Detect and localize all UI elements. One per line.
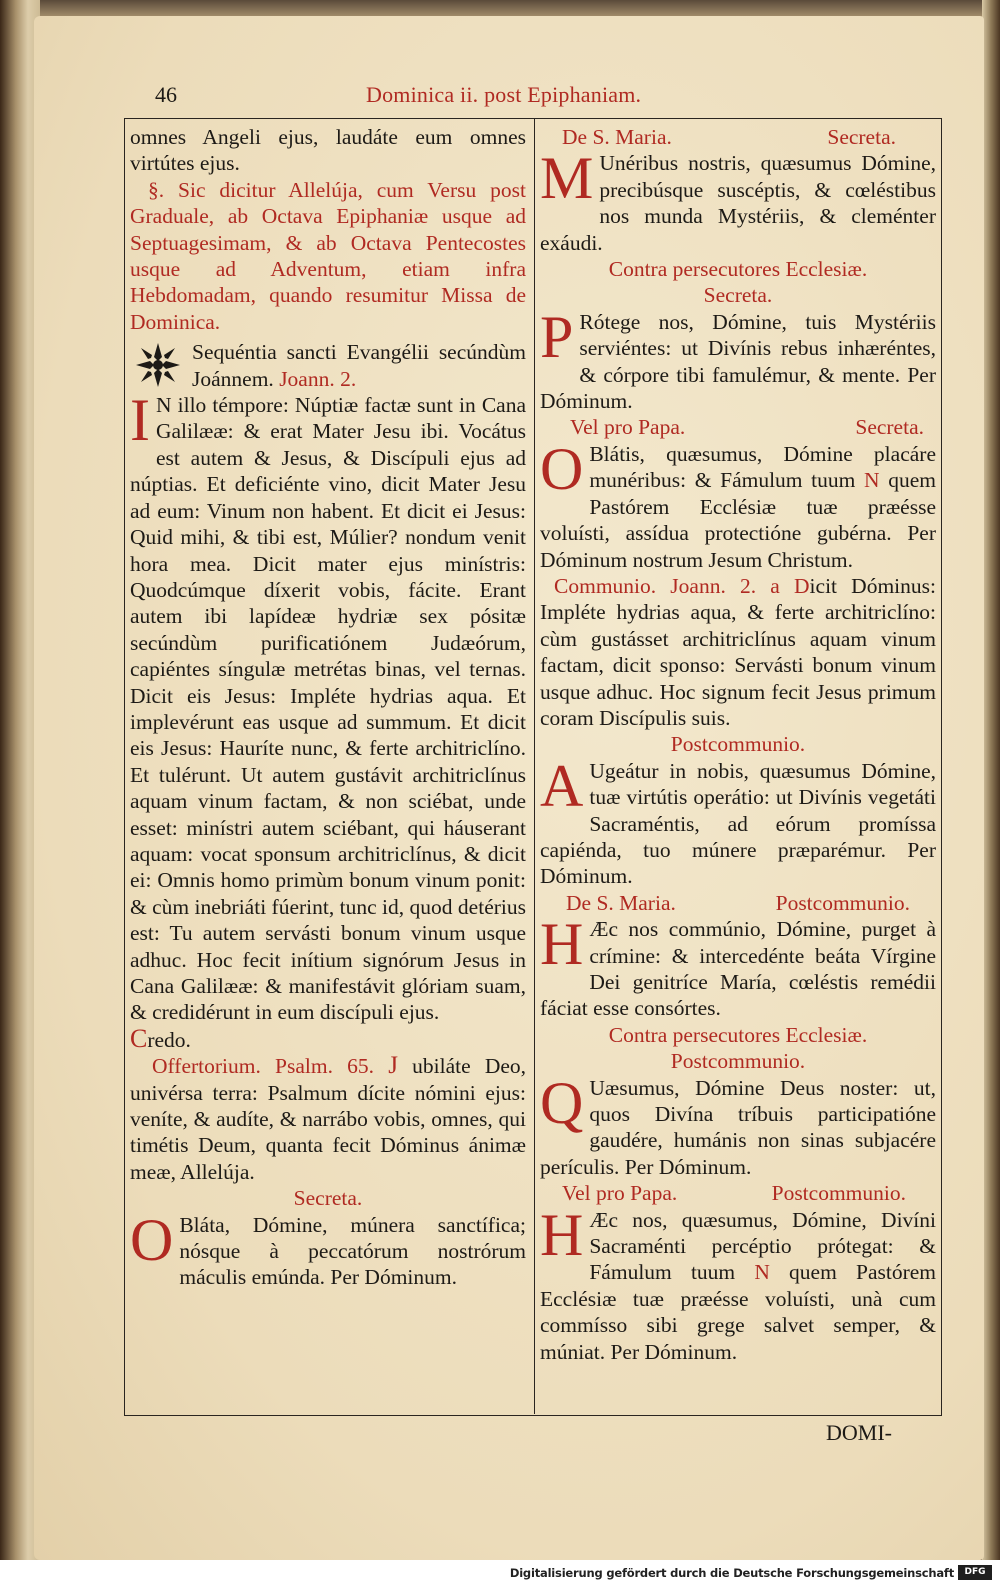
heading-left: De S. Maria. bbox=[562, 125, 672, 149]
running-head: Dominica ii. post Epiphaniam. bbox=[366, 82, 642, 107]
block-haec-nos-quaesumus bbox=[540, 1201, 936, 1365]
text-quaesumus: Uæsumus, Dómine Deus noster: ut, quos Divína tríbuis participatióne gaudére, humánis non sinas subjacére perículis. Per Dóminum. bbox=[540, 1075, 936, 1179]
heading-left: Vel pro Papa. bbox=[562, 1181, 678, 1206]
heading-de-s-maria-postcommunio bbox=[540, 890, 936, 916]
heading-right: Postcommunio. bbox=[775, 890, 910, 915]
block-augeatur bbox=[540, 752, 936, 890]
text-protege: Rótege nos, Dómine, tuis Mystériis serviéntes: ut Divínis rebus inhæréntes, & córpore tibi famulémur, & mente. Per Dóminum. bbox=[540, 309, 936, 414]
initial-o: O bbox=[540, 435, 584, 502]
gospel-intro: Sequéntia sancti Evangélii secúndùm Joánnem. bbox=[192, 340, 526, 391]
text-haec-nos-a: Æc nos, quæsumus, Dómine, Divíni Sacraménti percéptio prótegat: & Fámulum tuum bbox=[589, 1207, 936, 1285]
block-protege bbox=[540, 303, 936, 415]
n-placeholder: N bbox=[864, 468, 880, 493]
offertory-label: Offertorium. Psalm. 65. bbox=[152, 1054, 375, 1079]
credo-initial: C bbox=[130, 1023, 148, 1053]
dfg-logo: DFG bbox=[958, 1565, 992, 1580]
right-column bbox=[540, 124, 936, 1410]
block-haec-nos-communio bbox=[540, 911, 936, 1022]
secreta-block bbox=[130, 1206, 526, 1291]
gospel-block bbox=[130, 387, 526, 1026]
secreta-initial: O bbox=[130, 1206, 174, 1273]
credo-line bbox=[130, 1023, 526, 1053]
fleuron-ornament-icon bbox=[134, 341, 182, 389]
offertory-block bbox=[130, 1053, 526, 1185]
secreta-text: Bláta, Dómine, múnera sanctífica; nósque à peccatórum nostrórum máculis emúnda. Per Dóminum. bbox=[179, 1212, 526, 1290]
block-quaesumus bbox=[540, 1069, 936, 1181]
book-right-edge bbox=[982, 0, 1000, 1560]
gospel-reference: Joann. 2. bbox=[279, 366, 357, 391]
heading-postcommunio: Postcommunio. bbox=[670, 732, 806, 757]
gospel-intro-block bbox=[130, 339, 526, 392]
initial-h: H bbox=[540, 911, 584, 978]
funding-notice: Digitalisierung gefördert durch die Deutsche Forschungsgemeinschaft bbox=[509, 1566, 954, 1580]
page-number: 46 bbox=[155, 82, 177, 107]
communio-label: Communio. Joann. 2. a D bbox=[554, 573, 810, 598]
credo-text: redo. bbox=[147, 1027, 191, 1052]
heading-right: Secreta. bbox=[855, 415, 924, 440]
text-oblatis-a: Blátis, quæsumus, Dómine placáre munéribus: & Fámulum tuum bbox=[589, 441, 936, 493]
heading-pro-papa-secreta bbox=[540, 414, 936, 440]
heading-postcommunio-2: Postcommunio. bbox=[670, 1049, 806, 1074]
initial-a: A bbox=[540, 752, 584, 819]
heading-contra-persecutores: Contra persecutores Ecclesiæ. bbox=[608, 257, 868, 282]
text-muneribus: Unéribus nostris, quæsumus Dómine, precibúsque suscéptis, & cœléstibus nos munda Mystériis, & cleménter exáudi. bbox=[540, 151, 936, 255]
block-communio bbox=[540, 573, 936, 731]
column-divider bbox=[534, 118, 535, 1414]
gospel-initial: I bbox=[130, 387, 150, 454]
offertory-initial: J bbox=[388, 1052, 398, 1080]
text-haec-nos-b: quem Pastórem Ecclésiæ tuæ præésse voluísti, unà cum commísso sibi grege salvet semper, & múniat. Per Dóminum. bbox=[540, 1260, 936, 1364]
communio-text: icit Dóminus: Impléte hydrias aqua, & ferte architriclíno: cùm gustásset architriclínus aquam vinum factam, dicit sponso: Servásti bonum vinum usque adhuc. Hoc signum fecit Jesus primum coram Discípulis suis. bbox=[540, 573, 936, 730]
n-placeholder-2: N bbox=[754, 1260, 770, 1285]
text-haec-nos-communio: Æc nos commúnio, Dómine, purget à crímine: & intercedénte beáta Vírgine Dei genitríce María, cœléstis remédii fáciat esse consórtes. bbox=[540, 917, 936, 1021]
block-muneribus bbox=[540, 145, 936, 256]
heading-right: Postcommunio. bbox=[771, 1181, 906, 1206]
block-oblatis bbox=[540, 435, 936, 573]
heading-secreta: Secreta. bbox=[703, 283, 773, 308]
secreta-heading: Secreta. bbox=[293, 1186, 363, 1211]
heading-right: Secreta. bbox=[827, 125, 896, 149]
left-column bbox=[130, 124, 526, 1410]
paragraph-laudate: omnes Angeli ejus, laudáte eum omnes virtútes ejus. bbox=[130, 125, 526, 176]
heading-left: De S. Maria. bbox=[566, 890, 676, 915]
text-oblatis-b: quem Pastórem Ecclésiæ tuæ præésse voluísti, assídua protectióne gubérna. Per Dóminum nostrum Jesum Christum. bbox=[540, 468, 936, 572]
rubric-alleluja: §. Sic dicitur Allelúja, cum Versu post Graduale, ab Octava Epiphaniæ usque ad Septuagesimam, & ab Octava Pentecostes usque ad Adventum, etiam infra Hebdomadam, quando resumitur Missa de Dominica. bbox=[130, 177, 526, 334]
initial-h2: H bbox=[540, 1201, 584, 1268]
heading-de-s-maria-secreta bbox=[540, 124, 936, 150]
offertory-text: ubiláte Deo, univérsa terra: Psalmum dícite nómini ejus: veníte, & audíte, & narrábo vobis, omnes, qui timétis Deum, quanta fecit Dóminus ánimæ meæ, Allelúja. bbox=[130, 1054, 526, 1184]
catchword: DOMI- bbox=[826, 1420, 892, 1445]
heading-contra-persecutores-2: Contra persecutores Ecclesiæ. bbox=[608, 1022, 868, 1047]
text-augeatur: Ugeátur in nobis, quæsumus Dómine, tuæ virtútis operátio: ut Divínis vegetáti Sacraméntis, ad eórum promíssa capiénda, tuo múnere præparémur. Per Dóminum. bbox=[540, 758, 936, 889]
initial-p: P bbox=[540, 303, 574, 370]
heading-left: Vel pro Papa. bbox=[570, 415, 686, 440]
heading-pro-papa-postcommunio bbox=[540, 1180, 936, 1206]
initial-m: M bbox=[540, 145, 594, 212]
gospel-text: N illo témpore: Núptiæ factæ sunt in Cana Galilææ: & erat Mater Jesu ibi. Vocátus est autem & Jesus, & Discípuli ejus ad núptias. Et deficiénte vino, dicit Mater Jesu ad eum: Vinum non habent. Et dicit ei Jesus: Quid mihi, & tibi est, Múlier? nondum venit hora mea. Dicit mater ejus minístris: Quodcúmque díxerit vobis, fácite. Erant autem ibi lapídeæ hydriæ sex pósitæ secúndùm purificatiónem Judæórum, capiéntes síngulæ metrétas binas, vel ternas. Dicit eis Jesus: Impléte hydrias aqua. Et implevérunt eas usque ad summum. Et dicit eis Jesus: Hauríte nunc, & ferte architriclíno. Et tulérunt. Ut autem gustávit architriclínus aquam vinum factam, & non sciébat, unde esset: minístri autem sciébant, qui háuserant aquam: vocat sponsum architriclínus, & dicit ei: Omnis homo primùm bonum vinum ponit: & cùm inebriáti fúerint, tunc id, quod detérius est: Tu autem servásti bonum vinum usque adhuc. Hoc fecit inítium signórum Jesus in Cana Galilææ: & manifestávit glóriam suam, & credidérunt in eum discípuli ejus. bbox=[130, 393, 526, 1025]
initial-q: Q bbox=[540, 1069, 584, 1136]
